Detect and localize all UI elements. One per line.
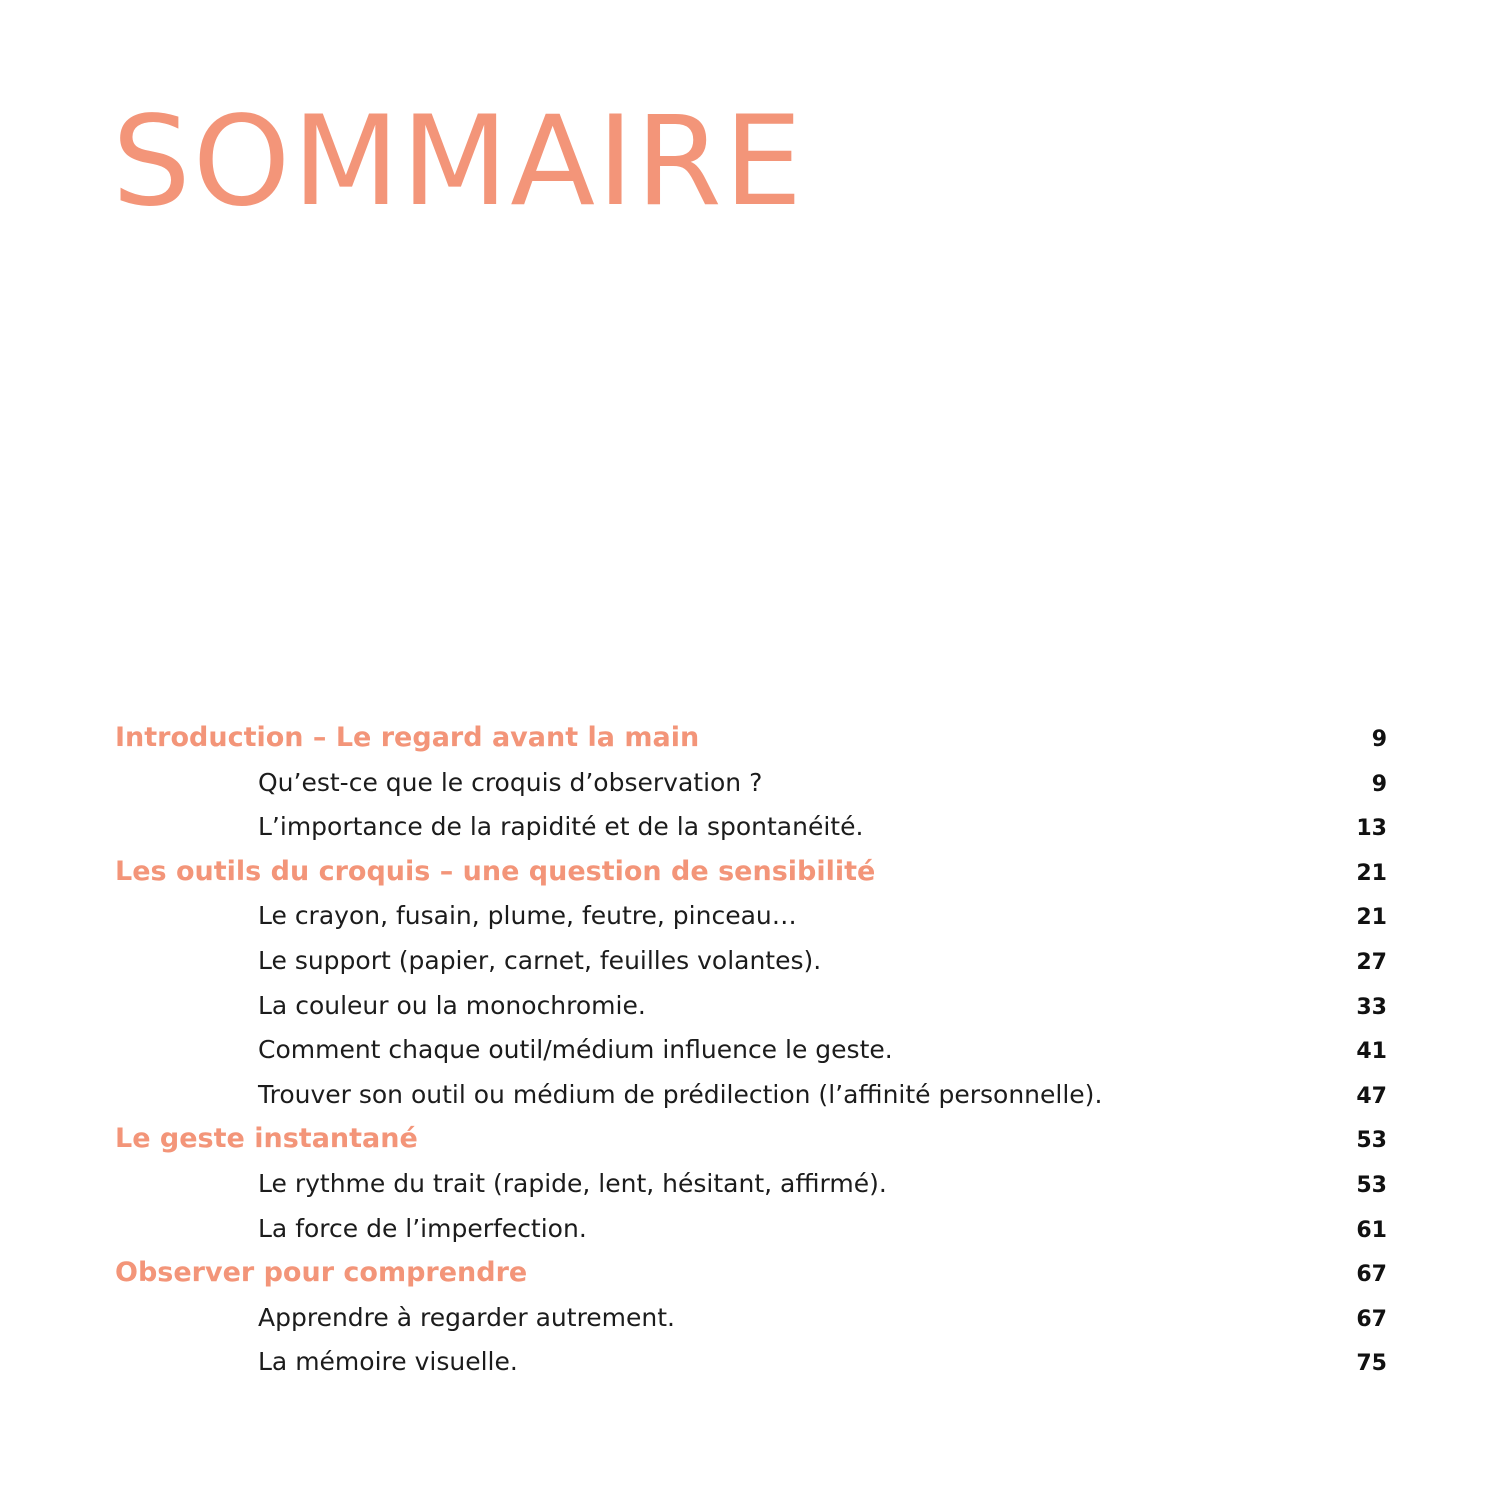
toc-page-number: 67 — [1356, 1262, 1387, 1288]
toc-section-row[interactable] — [115, 1117, 1387, 1162]
toc-subsection-title: Trouver son outil ou médium de prédilection (l’affinité personnelle). — [258, 1079, 1103, 1109]
toc-page-number: 21 — [1356, 905, 1387, 931]
toc-page-number: 9 — [1371, 727, 1387, 752]
toc-page-number: 9 — [1371, 771, 1387, 797]
toc-page-number: 41 — [1356, 1039, 1387, 1065]
toc-section-row[interactable] — [115, 1251, 1387, 1296]
toc-subsection-row[interactable] — [115, 1162, 1387, 1207]
table-of-contents — [115, 716, 1387, 1385]
toc-subsection-row[interactable] — [115, 1340, 1387, 1385]
toc-subsection-row[interactable] — [115, 1296, 1387, 1341]
toc-page-number: 53 — [1356, 1172, 1387, 1198]
toc-subsection-row[interactable] — [115, 939, 1387, 984]
toc-subsection-row[interactable] — [115, 984, 1387, 1029]
toc-subsection-row[interactable] — [115, 805, 1387, 850]
toc-page-number: 61 — [1356, 1217, 1387, 1243]
toc-section-title: Le geste instantané — [115, 1123, 418, 1155]
toc-subsection-title: La force de l’imperfection. — [258, 1213, 587, 1243]
toc-page-number: 67 — [1356, 1306, 1387, 1332]
toc-page-number: 75 — [1356, 1351, 1387, 1377]
toc-page-number: 13 — [1356, 816, 1387, 842]
toc-section-title: Observer pour comprendre — [115, 1257, 528, 1289]
toc-subsection-title: Le support (papier, carnet, feuilles volantes). — [258, 945, 822, 975]
toc-subsection-title: Comment chaque outil/médium influence le geste. — [258, 1035, 893, 1065]
toc-section-title: Introduction – Le regard avant la main — [115, 722, 700, 753]
toc-subsection-title: La couleur ou la monochromie. — [258, 990, 646, 1020]
toc-subsection-row[interactable] — [115, 1207, 1387, 1252]
toc-subsection-row[interactable] — [115, 1028, 1387, 1073]
toc-page-number: 27 — [1356, 949, 1387, 975]
toc-section-title: Les outils du croquis – une question de sensibilité — [115, 855, 876, 887]
toc-subsection-row[interactable] — [115, 1073, 1387, 1118]
toc-subsection-row[interactable] — [115, 761, 1387, 806]
toc-subsection-title: L’importance de la rapidité et de la spontanéité. — [258, 812, 864, 842]
page-title: SOMMAIRE — [112, 90, 805, 234]
toc-page-number: 47 — [1356, 1083, 1387, 1109]
toc-section-row[interactable] — [115, 850, 1387, 895]
toc-page-number: 53 — [1356, 1128, 1387, 1154]
toc-subsection-title: La mémoire visuelle. — [258, 1347, 518, 1377]
toc-subsection-title: Le crayon, fusain, plume, feutre, pinceau… — [258, 901, 797, 931]
toc-page-number: 21 — [1356, 860, 1387, 886]
toc-subsection-title: Le rythme du trait (rapide, lent, hésitant, affirmé). — [258, 1168, 887, 1198]
toc-subsection-title: Apprendre à regarder autrement. — [258, 1302, 676, 1332]
toc-section-row[interactable] — [115, 716, 1387, 761]
toc-page-number: 33 — [1356, 994, 1387, 1020]
toc-subsection-title: Qu’est-ce que le croquis d’observation ? — [258, 767, 763, 797]
toc-subsection-row[interactable] — [115, 894, 1387, 939]
